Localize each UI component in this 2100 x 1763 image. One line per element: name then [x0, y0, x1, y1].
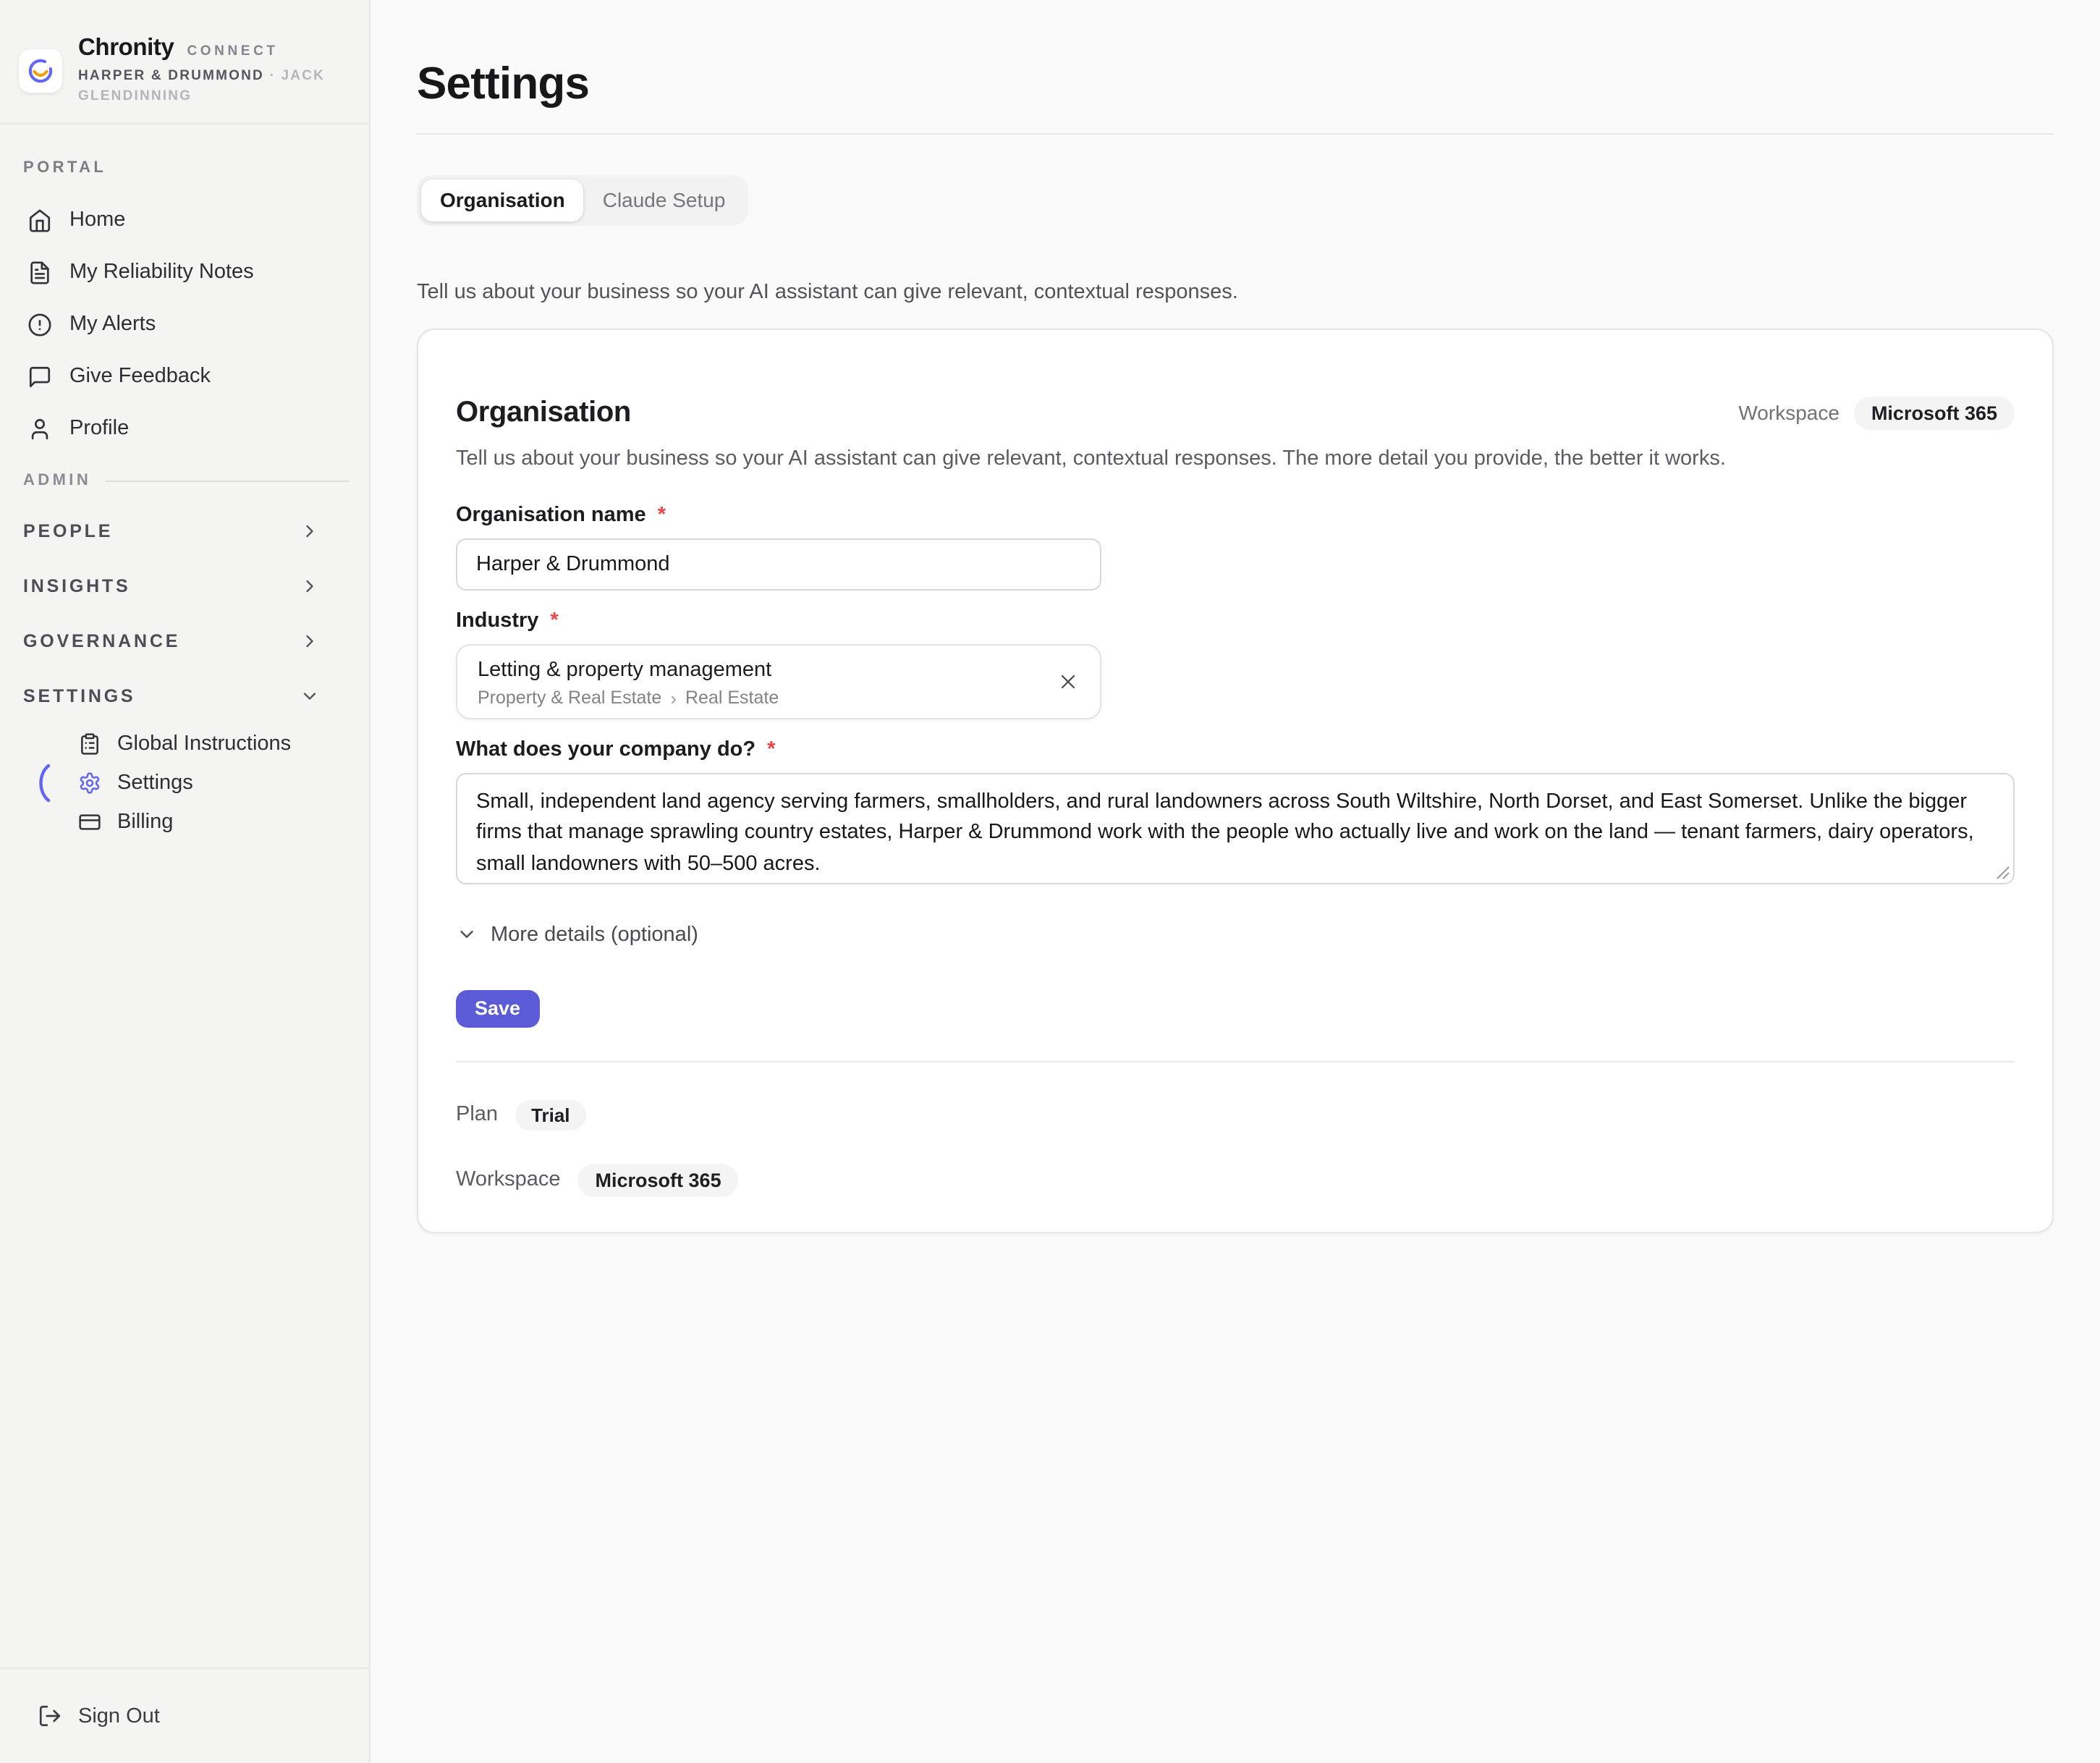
log-out-icon — [38, 1704, 62, 1728]
admin-section-divider — [23, 472, 349, 489]
organisation-card — [417, 328, 2054, 1233]
workspace-row-badge: Microsoft 365 — [578, 1163, 739, 1196]
sidebar-group-governance[interactable] — [0, 614, 369, 669]
plan-row — [456, 1099, 2015, 1130]
sidebar-header — [0, 0, 369, 124]
card-title: Organisation — [456, 396, 631, 428]
sidebar-item-label: Profile — [69, 417, 130, 440]
account-org: HARPER & DRUMMOND — [78, 67, 264, 83]
card-subtitle: Tell us about your business so your AI assistant can give relevant, contextual responses. The more detail you provide, the better it works. — [456, 447, 1726, 470]
sidebar-item-settings[interactable] — [0, 763, 369, 802]
field-label-text: What does your company do? — [456, 737, 756, 761]
sign-out-label: Sign Out — [78, 1704, 160, 1728]
company-description-textarea[interactable] — [456, 772, 2015, 884]
message-square-icon — [27, 364, 52, 389]
group-label: GOVERNANCE — [23, 631, 181, 651]
chevron-right-icon — [300, 631, 320, 651]
x-icon — [1057, 669, 1080, 693]
chronity-logo-icon — [19, 49, 62, 93]
sidebar-item-label: My Reliability Notes — [69, 261, 254, 284]
chevron-right-icon — [300, 521, 320, 541]
company-description-label — [456, 737, 2015, 761]
workspace-badge: Microsoft 365 — [1854, 396, 2015, 429]
sidebar-item-my-alerts[interactable] — [0, 298, 369, 350]
sidebar-group-people[interactable] — [0, 504, 369, 559]
alert-circle-icon — [27, 312, 52, 337]
field-label-text: Industry — [456, 609, 539, 632]
portal-section-label: PORTAL — [23, 159, 107, 177]
settings-gear-icon — [78, 771, 101, 794]
user-icon — [27, 416, 52, 441]
main-content — [371, 0, 2100, 1763]
industry-label — [456, 609, 2015, 632]
active-item-bracket-indicator — [33, 762, 52, 803]
sidebar-group-insights[interactable] — [0, 559, 369, 614]
company-textarea-wrap — [456, 772, 2015, 884]
credit-card-icon — [78, 810, 101, 833]
workspace-row-label: Workspace — [456, 1168, 561, 1191]
account-line — [78, 66, 355, 108]
chevron-right-icon — [300, 576, 320, 596]
brand-block — [78, 34, 355, 108]
more-details-toggle[interactable] — [456, 923, 2015, 946]
workspace-header-group — [1738, 396, 2015, 429]
sidebar-item-reliability-notes[interactable] — [0, 246, 369, 298]
org-name-input[interactable] — [456, 538, 1101, 590]
home-icon — [27, 208, 52, 232]
sidebar-item-label: Global Instructions — [117, 732, 292, 755]
settings-tab-group — [417, 175, 748, 225]
brand-suffix: CONNECT — [187, 43, 279, 59]
tab-organisation[interactable]: Organisation — [421, 179, 584, 221]
breadcrumb-parent: Property & Real Estate — [478, 687, 662, 707]
group-label: INSIGHTS — [23, 576, 131, 596]
sidebar-item-label: Settings — [117, 771, 193, 794]
divider — [456, 1060, 2015, 1062]
required-asterisk: * — [657, 503, 666, 526]
sidebar-item-label: Home — [69, 208, 126, 232]
org-name-label — [456, 503, 2015, 526]
file-text-icon — [27, 260, 52, 284]
sign-out-button[interactable] — [0, 1667, 369, 1763]
divider — [106, 480, 349, 481]
sidebar-item-label: Give Feedback — [69, 365, 211, 388]
save-button[interactable]: Save — [456, 989, 539, 1027]
page-intro-text: Tell us about your business so your AI assistant can give relevant, contextual responses. — [417, 280, 1238, 303]
workspace-label: Workspace — [1738, 401, 1839, 424]
required-asterisk: * — [767, 737, 776, 761]
sidebar-item-label: Billing — [117, 810, 174, 833]
divider — [417, 133, 2054, 135]
sidebar-item-global-instructions[interactable] — [0, 724, 369, 763]
chevron-down-icon — [300, 686, 320, 706]
brand-name: Chronity — [78, 34, 174, 60]
industry-select[interactable] — [456, 643, 1101, 719]
sidebar-item-profile[interactable] — [0, 402, 369, 455]
sidebar-item-billing[interactable] — [0, 802, 369, 841]
card-header — [456, 393, 2015, 432]
plan-label: Plan — [456, 1103, 499, 1126]
required-asterisk: * — [550, 609, 559, 632]
tab-claude-setup[interactable]: Claude Setup — [602, 188, 726, 212]
sidebar-nav — [0, 124, 369, 841]
plan-badge: Trial — [515, 1099, 586, 1130]
breadcrumb-child: Real Estate — [685, 687, 779, 707]
admin-section-label: ADMIN — [23, 472, 92, 489]
group-label: PEOPLE — [23, 521, 114, 541]
workspace-row — [456, 1163, 2015, 1196]
clipboard-list-icon — [78, 732, 101, 755]
sidebar-item-home[interactable] — [0, 194, 369, 246]
chevron-right-icon: › — [670, 687, 677, 709]
sidebar-item-give-feedback[interactable] — [0, 350, 369, 402]
page-title: Settings — [417, 58, 590, 109]
group-label: SETTINGS — [23, 686, 136, 706]
industry-breadcrumb — [478, 687, 1042, 709]
chevron-down-icon — [456, 923, 478, 945]
sidebar — [0, 0, 371, 1763]
industry-selected-value: Letting & property management — [478, 658, 772, 681]
field-label-text: Organisation name — [456, 503, 646, 526]
sidebar-group-settings[interactable] — [0, 669, 369, 724]
industry-clear-button[interactable] — [1057, 669, 1080, 693]
account-user: JACK GLENDINNING — [78, 67, 326, 104]
account-separator: · — [269, 67, 276, 83]
sidebar-item-label: My Alerts — [69, 313, 156, 336]
more-details-label: More details (optional) — [491, 923, 698, 946]
